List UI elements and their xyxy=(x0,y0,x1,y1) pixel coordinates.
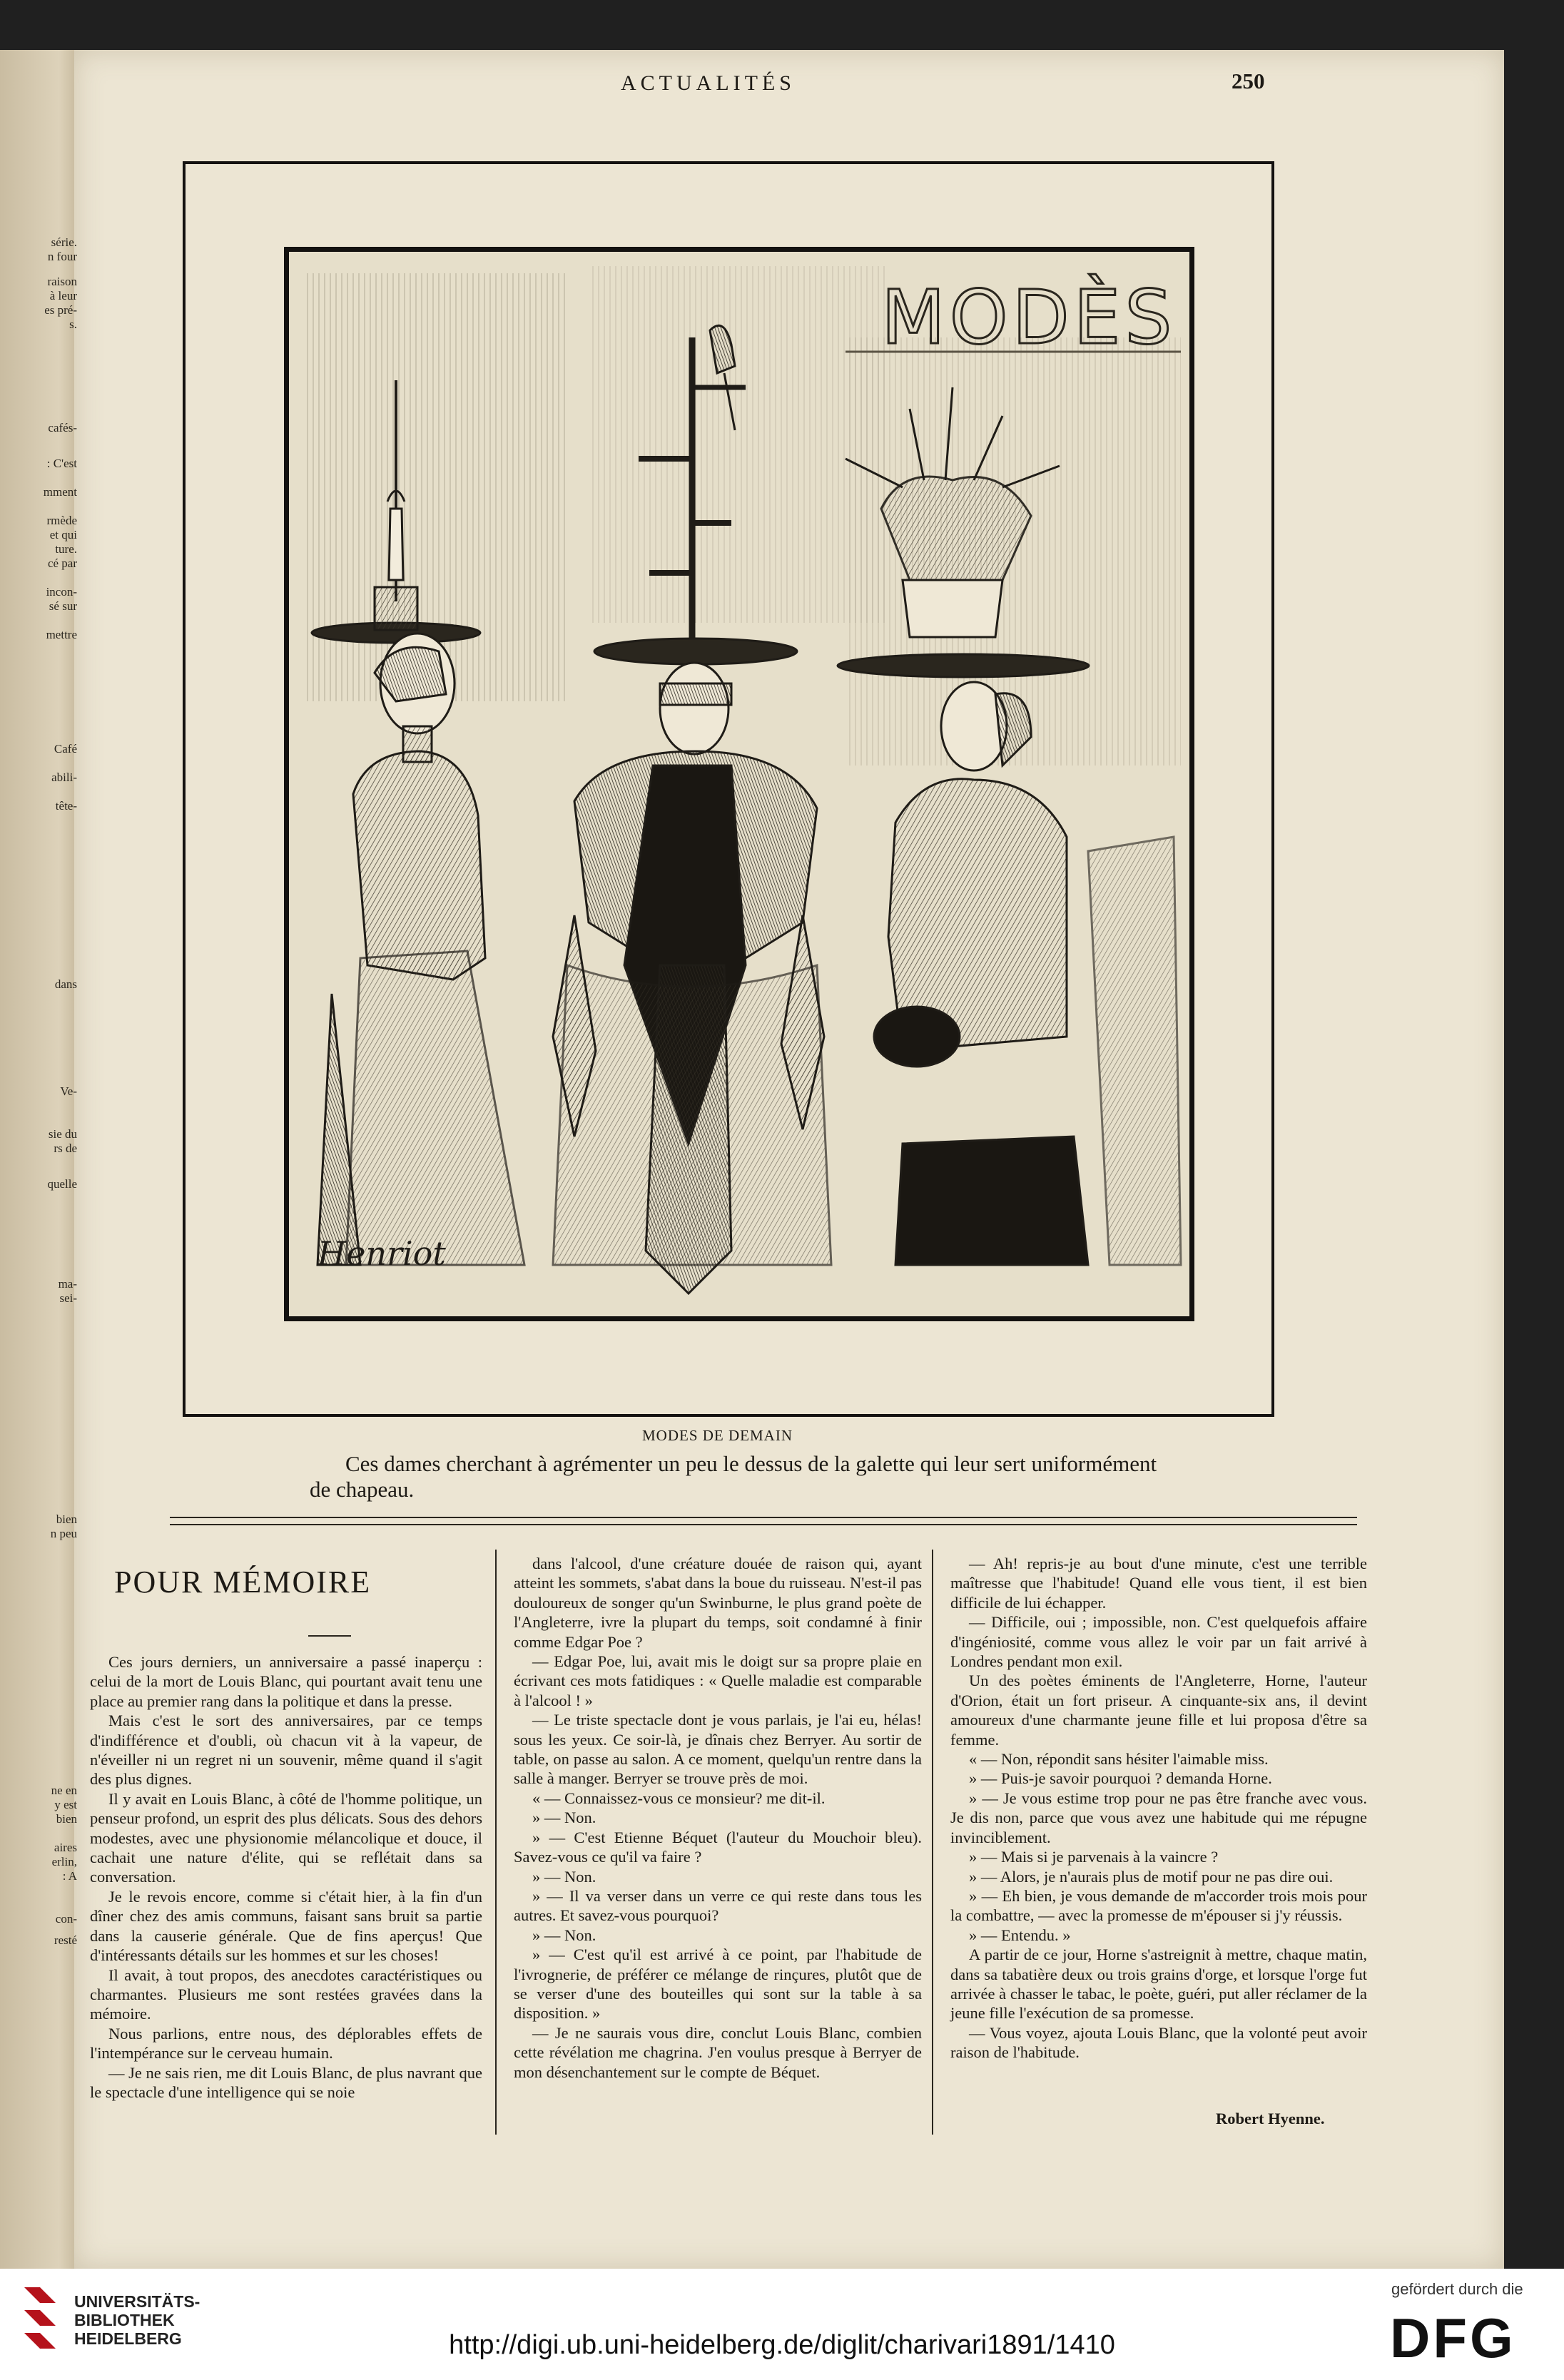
fashion-illustration xyxy=(289,252,1189,1316)
illustration-caption: Ces dames cherchant à agrémenter un peu le dessus de la galette qui leur sert uniformément de chapeau. xyxy=(310,1451,1157,1502)
illustration-caption-title: MODES DE DEMAIN xyxy=(642,1427,793,1444)
article-paragraph: — Je ne sais rien, me dit Louis Blanc, de plus navrant que le spectacle d'une intelligence qui se noie xyxy=(90,2063,482,2101)
previous-page-text-fragment: et qui xyxy=(49,528,77,541)
article-paragraph: Il y avait en Louis Blanc, à côté de l'homme politique, un penseur profond, un esprit des plus délicats. Sous des dehors modestes, avec une physionomie mélancolique et douce, il cachait une nature d'élite, qui se reflétait dans sa conversation. xyxy=(90,1789,482,1886)
previous-page-text-fragment: rmède xyxy=(46,514,77,527)
article-paragraph: Un des poètes éminents de l'Angleterre, Horne, l'auteur d'Orion, était un fort priseur. A cinquante-six ans, il devint amoureux d'une charmante jeune fille et lui proposa d'être sa femme. xyxy=(950,1672,1367,1749)
column-divider xyxy=(495,1550,497,2135)
previous-page-text-fragment: sei- xyxy=(59,1291,77,1305)
footer-bar xyxy=(0,2269,1564,2380)
article-paragraph: — Ah! repris-je au bout d'une minute, c'est une terrible maîtresse que l'habitude! Quand elle vous tient, il est bien difficile de lui échapper. xyxy=(950,1555,1367,1612)
article-paragraph: » — Il va verser dans un verre ce qui reste dans tous les autres. Et savez-vous pourquoi? xyxy=(514,1886,922,1925)
column-divider xyxy=(932,1550,933,2135)
previous-page-text-fragment: Café xyxy=(54,742,77,756)
previous-page-text-fragment: n four xyxy=(47,250,77,263)
article-paragraph: dans l'alcool, d'une créature douée de raison qui, ayant atteint les sommets, s'abat dans la boue du ruisseau. N'est-il pas douloureux de songer qu'un Swinburne, le plus grand poète de l'Angleterre, ivre la plupart du temps, soit condamné à finir comme Edgar Poe ? xyxy=(514,1555,922,1651)
article-paragraph: » — Puis-je savoir pourquoi ? demanda Horne. xyxy=(969,1769,1272,1788)
previous-page-text-fragment: à leur xyxy=(49,289,77,302)
article-paragraph: « — Non, répondit sans hésiter l'aimable miss. xyxy=(969,1750,1269,1769)
article-paragraph: » — Eh bien, je vous demande de m'accorder trois mois pour la combattre, — avec la promesse de m'épouser si j'y réussis. xyxy=(950,1886,1367,1925)
article-paragraph: » — Mais si je parvenais à la vaincre ? xyxy=(969,1848,1219,1866)
previous-page-text-fragment: raison xyxy=(47,275,77,288)
article-paragraph: Mais c'est le sort des anniversaires, par ce temps d'indifférence et d'oubli, où chacun vit à la vapeur, de n'éveiller ni un regret ni un souvenir, même quand il s'agit des plus dignes. xyxy=(90,1712,482,1789)
article-paragraph: » — Non. xyxy=(532,1809,596,1827)
library-name-line: UNIVERSITÄTS- xyxy=(74,2292,200,2311)
previous-page-text-fragment: sé sur xyxy=(49,599,77,613)
funding-note: gefördert durch die xyxy=(1391,2280,1523,2298)
article-paragraph: — Edgar Poe, lui, avait mis le doigt sur sa propre plaie en écrivant ces mots fatidiques : « Quelle maladie est comparable à l'alcool ! » xyxy=(514,1652,922,1709)
previous-page-text-fragment: con- xyxy=(55,1912,77,1926)
section-rule xyxy=(170,1524,1357,1525)
illustration-frame xyxy=(284,247,1194,1321)
previous-page-text-fragment: série. xyxy=(51,235,77,249)
title-rule xyxy=(308,1635,351,1637)
previous-page-text-fragment: tête- xyxy=(55,799,77,813)
article-paragraph: — Difficile, oui ; impossible, non. C'est quelquefois affaire d'ingéniosité, comme vous allez le voir par un fait arrivé à Londres pendant mon exil. xyxy=(950,1613,1367,1671)
previous-page-text-fragment: y est xyxy=(54,1798,77,1811)
library-name-line: BIBLIOTHEK xyxy=(74,2311,175,2329)
previous-page-text-fragment: resté xyxy=(54,1933,77,1947)
article-paragraph: A partir de ce jour, Horne s'astreignit à mettre, chaque matin, dans sa tabatière deux ou trois grains d'orge, et lorsque l'orge fut arrivée à chasser le tabac, le poète, guéri, put aller réclamer de la jeune fille l'exécution de sa promesse. xyxy=(950,1946,1367,2023)
shop-sign: MODÈS xyxy=(881,274,1177,361)
article-signature: Robert Hyenne. xyxy=(1216,2110,1325,2127)
article-paragraph: Ces jours derniers, un anniversaire a passé inaperçu : celui de la mort de Louis Blanc, qui pourtant avait tenu une place au premier rang dans la politique et dans la presse. xyxy=(90,1653,482,1710)
article-title: POUR MÉMOIRE xyxy=(114,1565,372,1600)
library-name-line: HEIDELBERG xyxy=(74,2329,182,2348)
previous-page-text-fragment: ne en xyxy=(51,1784,77,1797)
page-number: 250 xyxy=(1232,68,1265,93)
article-paragraph: Je le revois encore, comme si c'était hier, à la fin d'un dîner chez des amis communs, faisant sans bruit sa partie dans la causerie générale. Que de fins aperçus! Que d'intéressants détails sur les hommes et sur les choses! xyxy=(90,1887,482,1965)
source-url-link[interactable]: http://digi.ub.uni-heidelberg.de/diglit/charivari1891/1410 xyxy=(449,2330,1115,2360)
previous-page-text-fragment: bien xyxy=(56,1512,77,1526)
previous-page-text-fragment: mettre xyxy=(46,628,77,641)
article-column-3 xyxy=(950,1554,1367,2063)
previous-page-text-fragment: s. xyxy=(69,317,77,331)
previous-page-text-fragment: aires xyxy=(54,1841,77,1854)
previous-page-text-fragment: cé par xyxy=(47,556,77,570)
previous-page-text-fragment: cafés- xyxy=(48,421,77,434)
article-paragraph: » — Entendu. » xyxy=(969,1926,1071,1944)
previous-page-text-fragment: : A xyxy=(62,1869,77,1883)
article-paragraph: » — C'est qu'il est arrivé à ce point, par l'habitude de l'ivrognerie, de préférer ce mélange de rinçures, plutôt que de se verser d'une des bouteilles qui sont sur la table à sa disposition. » xyxy=(514,1946,922,2023)
article-paragraph: » — Alors, je n'aurais plus de motif pour ne pas dire oui. xyxy=(969,1867,1334,1886)
previous-page-text-fragment: n peu xyxy=(50,1527,77,1540)
previous-page-text-fragment: Ve- xyxy=(60,1084,77,1098)
section-header: ACTUALITÉS xyxy=(621,71,796,95)
article-column-1 xyxy=(90,1652,482,2102)
previous-page-text-fragment: abili- xyxy=(51,771,77,784)
previous-page-text-fragment: ma- xyxy=(58,1277,77,1291)
previous-page-text-fragment: incon- xyxy=(46,585,77,599)
dfg-logo: DFG xyxy=(1390,2307,1516,2369)
article-column-2 xyxy=(514,1554,922,2082)
article-paragraph: » — Je vous estime trop pour ne pas être franche avec vous. Je dis non, parce que vous avez une habitude qui me répugne invinciblement. xyxy=(950,1789,1367,1846)
article-paragraph: — Je ne saurais vous dire, conclut Louis Blanc, combien cette révélation me chagrina. J'en voulus presque à Berryer de mon désenchantement sur le compte de Béquet. xyxy=(514,2023,922,2081)
previous-page-text-fragment: mment xyxy=(43,485,77,499)
article-paragraph: « — Connaissez-vous ce monsieur? me dit-il. xyxy=(532,1789,826,1807)
article-paragraph: » — Non. xyxy=(532,1926,596,1944)
previous-page-text-fragment: bien xyxy=(56,1812,77,1826)
article-paragraph: — Vous voyez, ajouta Louis Blanc, que la volonté peut avoir raison de l'habitude. xyxy=(950,2023,1367,2062)
article-paragraph: — Le triste spectacle dont je vous parlais, je l'ai eu, hélas! sous les yeux. Ce soir-là, je dînais chez Berryer. Au sortir de table, on passe au salon. A ce moment, quelqu'un rentre dans la salle à manger. Berryer se trouve près de moi. xyxy=(514,1711,922,1788)
previous-page-text-fragment: sie du xyxy=(48,1127,77,1141)
article-paragraph: » — C'est Etienne Béquet (l'auteur du Mouchoir bleu). Savez-vous ce qu'il va faire ? xyxy=(514,1828,922,1866)
previous-page-text-fragment: erlin, xyxy=(51,1855,77,1868)
previous-page-text-fragment: dans xyxy=(54,977,77,991)
previous-page-text-fragment: rs de xyxy=(54,1141,77,1155)
artist-signature: Henriot xyxy=(318,1234,446,1273)
previous-page-text-fragment: ture. xyxy=(55,542,77,556)
section-rule xyxy=(170,1517,1357,1518)
previous-page-text-fragment: quelle xyxy=(47,1177,77,1191)
article-paragraph: Nous parlions, entre nous, des déplorables effets de l'intempérance sur le cerveau humain. xyxy=(90,2024,482,2063)
previous-page-text-fragment: : C'est xyxy=(46,457,77,470)
article-paragraph: » — Non. xyxy=(532,1867,596,1886)
previous-page-text-fragment: es pré- xyxy=(44,303,77,317)
article-paragraph: Il avait, à tout propos, des anecdotes caractéristiques ou charmantes. Plusieurs me sont restées gravées dans la mémoire. xyxy=(90,1965,482,2023)
